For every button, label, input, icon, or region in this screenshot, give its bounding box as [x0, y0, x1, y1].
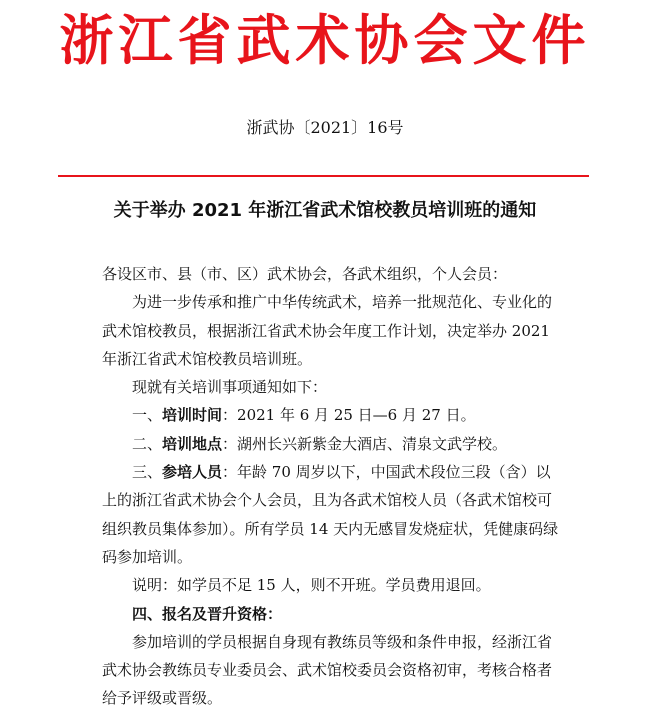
notice-title: 关于举办 2021 年浙江省武术馆校教员培训班的通知: [113, 200, 537, 221]
item-text: ：2021 年 6 月 25 日—6 月 27 日。: [222, 406, 476, 425]
item-training-location: [102, 430, 560, 458]
section4-heading: 四、报名及晋升资格：: [132, 604, 283, 623]
notice-body: [102, 260, 560, 713]
item-participants: [102, 458, 560, 571]
item-prefix: 一、: [132, 406, 163, 425]
item-prefix: 二、: [132, 434, 163, 453]
org-header-title: 浙江省武术协会文件: [59, 9, 591, 72]
item-training-time: [102, 401, 560, 429]
salutation: 各设区市、县（市、区）武术协会，各武术组织，个人会员：: [102, 265, 508, 283]
item-text: ：湖州长兴新紫金大酒店、清泉文武学校。: [222, 434, 508, 453]
lead-paragraph: 现就有关培训事项通知如下：: [132, 378, 328, 397]
red-divider: [58, 175, 589, 177]
item-prefix: 三、: [132, 463, 163, 482]
intro-paragraph: 为进一步传承和推广中华传统武术，培养一批规范化、专业化的武术馆校教员，根据浙江省武术协会年度工作计划，决定举办 2021 年浙江省武术馆校教员培训班。: [102, 293, 553, 368]
item-label: 参培人员: [162, 463, 223, 482]
item-label: 培训地点: [162, 434, 223, 453]
note-paragraph: 说明：如学员不足 15 人，则不开班。学员费用退回。: [132, 576, 491, 595]
item-label: 培训时间: [162, 406, 223, 425]
document-number: 浙武协〔2021〕16号: [246, 118, 404, 137]
item-text: ：年龄 70 周岁以下，中国武术段位三段（含）以上的浙江省武术协会个人会员，且为各武术馆校人员（各武术馆校可组织教员集体参加）。所有学员 14 天内无感冒发烧症状，凭健康码绿码参加培训。: [102, 463, 559, 566]
section4-paragraph: 参加培训的学员根据自身现有教练员等级和条件申报，经浙江省武术协会教练员专业委员会、武术馆校委员会资格初审，考核合格者给予评级或晋级。: [102, 632, 553, 708]
